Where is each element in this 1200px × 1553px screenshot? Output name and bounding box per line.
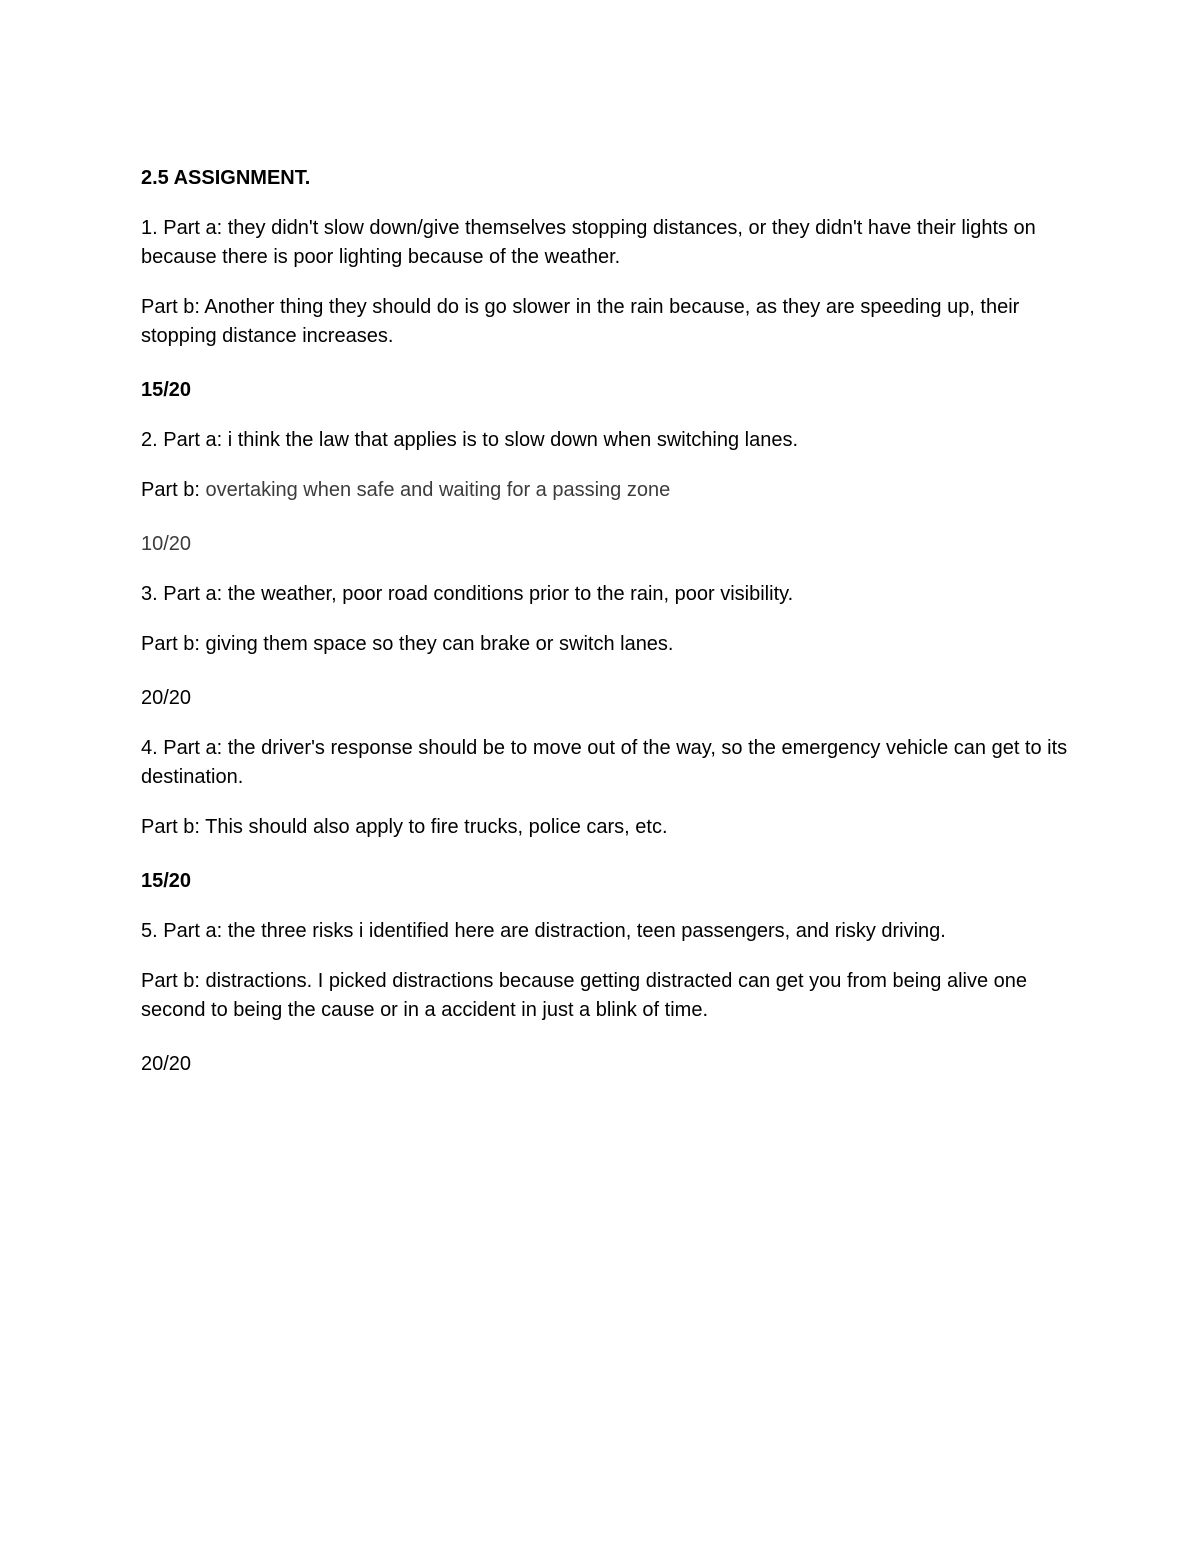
q2-part-b bbox=[141, 476, 1071, 505]
q4-part-b: Part b: This should also apply to fire trucks, police cars, etc. bbox=[141, 816, 668, 838]
q5-part-b: Part b: distractions. I picked distractions because getting distracted can get you from being alive one second to being the cause or in a accident in just a blink of time. bbox=[141, 970, 1028, 1021]
assignment-title: 2.5 ASSIGNMENT. bbox=[141, 167, 311, 189]
document-body bbox=[141, 164, 1071, 1100]
q5-part-a: 5. Part a: the three risks i identified here are distraction, teen passengers, and risky driving. bbox=[141, 920, 946, 942]
q2-part-a: 2. Part a: i think the law that applies is to slow down when switching lanes. bbox=[141, 429, 799, 451]
q5-score: 20/20 bbox=[141, 1053, 192, 1075]
q1-score: 15/20 bbox=[141, 379, 192, 401]
q1-part-b: Part b: Another thing they should do is go slower in the rain because, as they are speeding up, their stopping distance increases. bbox=[141, 296, 1020, 347]
q4-part-a: 4. Part a: the driver's response should be to move out of the way, so the emergency vehicle can get to its destination. bbox=[141, 737, 1068, 788]
q3-score: 20/20 bbox=[141, 687, 192, 709]
q4-score: 15/20 bbox=[141, 870, 192, 892]
q3-part-b: Part b: giving them space so they can brake or switch lanes. bbox=[141, 633, 674, 655]
q2-part-b-label: Part b: bbox=[141, 479, 200, 501]
q2-part-b-text: overtaking when safe and waiting for a passing zone bbox=[199, 479, 671, 501]
q1-part-a: 1. Part a: they didn't slow down/give themselves stopping distances, or they didn't have their lights on because there is poor lighting because of the weather. bbox=[141, 217, 1036, 268]
q2-score: 10/20 bbox=[141, 533, 192, 555]
q3-part-a: 3. Part a: the weather, poor road conditions prior to the rain, poor visibility. bbox=[141, 583, 794, 605]
